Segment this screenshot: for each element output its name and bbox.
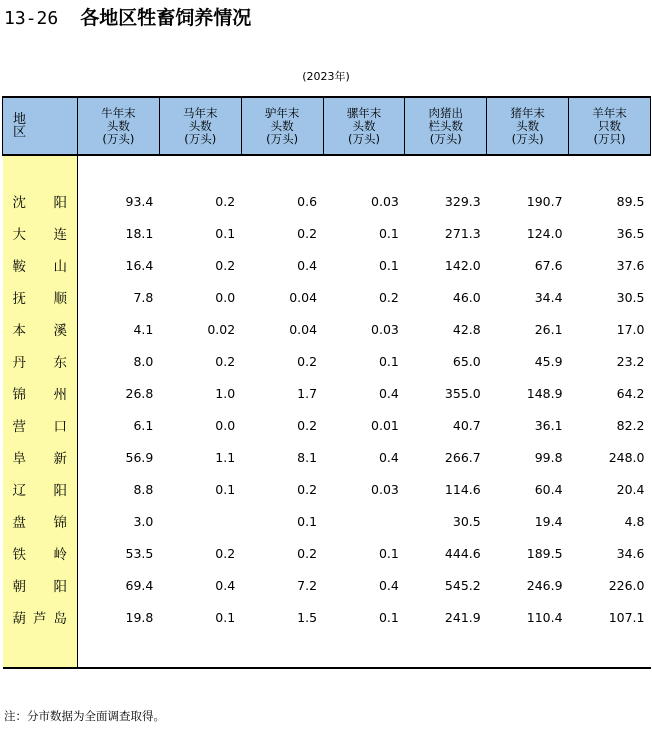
column-header — [323, 97, 405, 155]
value-cell: 64.2 — [616, 385, 645, 401]
value-cell: 69.4 — [125, 577, 154, 593]
value-cell — [159, 505, 241, 537]
value-cell: 4.8 — [624, 513, 645, 529]
year-label: (2023年) — [302, 70, 350, 83]
table-row — [3, 313, 651, 345]
table-row — [3, 441, 651, 473]
value-cell: 0.2 — [297, 353, 318, 369]
region-name-char: 沈 — [12, 195, 26, 211]
value-cell: 0.1 — [378, 225, 399, 241]
table-title — [4, 4, 251, 32]
column-header-text: (万头) — [102, 131, 135, 146]
header-row — [3, 97, 651, 155]
value-cell: 17.0 — [616, 321, 645, 337]
value-cell: 19.4 — [534, 513, 563, 529]
value-cell: 30.5 — [452, 513, 481, 529]
table-row — [3, 249, 651, 281]
value-cell: 545.2 — [444, 577, 481, 593]
value-cell: 110.4 — [526, 609, 563, 625]
column-header-text: 头数 — [188, 118, 212, 133]
column-header-text: 头数 — [516, 118, 540, 133]
value-cell: 53.5 — [125, 545, 154, 561]
value-cell: 8.8 — [133, 481, 154, 497]
region-name-char: 阜 — [12, 451, 26, 467]
column-header-text: 头数 — [352, 118, 376, 133]
value-cell: 8.1 — [297, 449, 318, 465]
value-cell: 7.8 — [133, 289, 154, 305]
region-name-char: 顺 — [53, 291, 67, 307]
region-name-char: 鞍 — [12, 259, 26, 275]
region-cell — [3, 313, 78, 345]
region-cell — [3, 345, 78, 377]
region-name-char: 锦 — [53, 515, 67, 531]
value-cell: 19.8 — [125, 609, 154, 625]
column-header-text: (万头) — [266, 131, 299, 146]
value-cell: 40.7 — [452, 417, 481, 433]
column-header — [241, 97, 323, 155]
value-cell: 124.0 — [526, 225, 563, 241]
value-cell: 0.1 — [378, 353, 399, 369]
region-cell — [3, 505, 78, 537]
value-cell: 18.1 — [125, 225, 154, 241]
value-cell: 26.1 — [534, 321, 563, 337]
value-cell: 0.04 — [289, 321, 318, 337]
value-cell: 0.2 — [378, 289, 399, 305]
table-row — [3, 505, 651, 537]
value-cell: 1.0 — [215, 385, 236, 401]
region-name-char: 溪 — [53, 323, 67, 339]
value-cell: 0.1 — [378, 545, 399, 561]
value-cell: 0.4 — [378, 577, 399, 593]
value-cell: 248.0 — [608, 449, 645, 465]
value-cell: 6.1 — [133, 417, 154, 433]
column-header-text: 地 区 — [13, 112, 84, 140]
column-header — [78, 97, 160, 155]
region-name-char: 阳 — [53, 579, 67, 595]
value-cell: 142.0 — [444, 257, 481, 273]
value-cell: 0.03 — [371, 481, 399, 497]
value-cell: 190.7 — [526, 193, 563, 209]
region-name-char: 东 — [53, 355, 67, 371]
region-name-char: 山 — [53, 259, 67, 275]
table-row — [3, 537, 651, 569]
value-cell: 0.02 — [207, 321, 236, 337]
region-cell — [3, 377, 78, 409]
column-header-text: 牛年末 — [101, 105, 136, 120]
column-header — [159, 97, 241, 155]
value-cell: 107.1 — [608, 609, 645, 625]
column-header-text: 栏头数 — [428, 118, 464, 133]
value-cell: 46.0 — [452, 289, 481, 305]
value-cell: 67.6 — [534, 257, 563, 273]
value-cell: 1.1 — [215, 449, 236, 465]
value-cell: 26.8 — [125, 385, 154, 401]
value-cell: 0.2 — [215, 545, 236, 561]
value-cell: 444.6 — [444, 545, 481, 561]
value-cell: 60.4 — [534, 481, 563, 497]
column-header-region — [3, 97, 84, 155]
column-header-text: (万头) — [429, 131, 462, 146]
value-cell: 0.0 — [215, 289, 236, 305]
table-number: 13-26 — [4, 8, 59, 29]
value-cell: 56.9 — [125, 449, 154, 465]
column-header-text: 马年末 — [183, 105, 218, 120]
region-cell — [3, 409, 78, 441]
table-row — [3, 217, 651, 249]
region-name-char: 辽 — [12, 483, 26, 499]
value-cell: 99.8 — [534, 449, 563, 465]
value-cell: 16.4 — [125, 257, 154, 273]
value-cell: 4.1 — [133, 321, 154, 337]
value-cell: 36.5 — [616, 225, 645, 241]
region-name-char: 锦 — [12, 387, 26, 403]
value-cell: 0.03 — [371, 321, 399, 337]
value-cell: 3.0 — [133, 513, 154, 529]
spacer-row — [3, 155, 651, 185]
table-row — [3, 409, 651, 441]
column-header-text: 猪年末 — [510, 105, 545, 120]
value-cell: 89.5 — [616, 193, 645, 209]
column-header — [405, 97, 487, 155]
value-cell: 20.4 — [616, 481, 645, 497]
region-cell — [3, 441, 78, 473]
column-header-text: (万头) — [511, 131, 544, 146]
region-name-char: 盘 — [12, 515, 26, 531]
value-cell: 0.01 — [371, 417, 399, 433]
region-name-char: 岭 — [53, 547, 67, 563]
value-cell: 148.9 — [526, 385, 563, 401]
region-name-char: 阳 — [53, 483, 67, 499]
region-name-char: 丹 — [12, 355, 26, 371]
region-cell — [3, 537, 78, 569]
region-cell — [3, 185, 78, 217]
value-cell: 34.4 — [534, 289, 563, 305]
footnote: 注：分市数据为全面调查取得。 — [4, 709, 165, 723]
value-cell: 0.1 — [215, 225, 236, 241]
region-name-char: 朝 — [12, 579, 26, 595]
value-cell: 36.1 — [534, 417, 563, 433]
table-title-text: 各地区牲畜饲养情况 — [80, 7, 252, 29]
value-cell: 0.1 — [215, 481, 236, 497]
region-cell — [3, 473, 78, 505]
region-cell — [3, 249, 78, 281]
value-cell: 241.9 — [444, 609, 481, 625]
value-cell: 0.2 — [215, 257, 236, 273]
spacer-row — [3, 633, 651, 668]
column-header-text: (万头) — [184, 131, 217, 146]
value-cell — [323, 505, 405, 537]
value-cell: 8.0 — [133, 353, 154, 369]
region-name-char: 抚 — [12, 291, 26, 307]
value-cell: 189.5 — [526, 545, 563, 561]
value-cell: 114.6 — [444, 481, 481, 497]
column-header-text: 头数 — [106, 118, 130, 133]
column-header-text: (万头) — [347, 131, 380, 146]
region-name-char: 营 — [12, 419, 26, 435]
value-cell: 226.0 — [608, 577, 645, 593]
value-cell: 0.2 — [215, 193, 236, 209]
region-cell — [3, 569, 78, 601]
region-name-char: 新 — [53, 451, 67, 467]
value-cell: 7.2 — [297, 577, 318, 593]
value-cell: 1.7 — [297, 385, 318, 401]
region-name-char: 芦 — [33, 611, 47, 627]
region-name-char: 大 — [12, 227, 26, 243]
value-cell: 0.0 — [215, 417, 236, 433]
value-cell: 0.2 — [297, 417, 318, 433]
value-cell: 0.1 — [297, 513, 318, 529]
table-body — [3, 155, 651, 668]
table-row — [3, 473, 651, 505]
value-cell: 82.2 — [616, 417, 645, 433]
livestock-table — [2, 96, 651, 669]
value-cell: 23.2 — [616, 353, 645, 369]
region-cell — [3, 281, 78, 313]
region-name-char: 本 — [12, 323, 26, 339]
value-cell: 0.4 — [215, 577, 236, 593]
value-cell: 34.6 — [616, 545, 645, 561]
value-cell: 246.9 — [526, 577, 563, 593]
value-cell: 0.1 — [378, 609, 399, 625]
value-cell: 271.3 — [444, 225, 481, 241]
column-header-text: 骡年末 — [346, 105, 382, 120]
region-name-char: 连 — [53, 227, 67, 243]
region-cell — [3, 217, 78, 249]
value-cell: 329.3 — [444, 193, 481, 209]
value-cell: 37.6 — [616, 257, 645, 273]
column-header-text: 羊年末 — [592, 105, 627, 120]
value-cell: 0.2 — [297, 225, 318, 241]
column-header-text: (万只) — [593, 131, 626, 146]
region-name-char: 州 — [53, 387, 67, 403]
value-cell: 0.1 — [215, 609, 236, 625]
column-header-text: 头数 — [270, 118, 294, 133]
value-cell: 0.2 — [297, 545, 318, 561]
region-name-char: 阳 — [53, 195, 67, 211]
value-cell: 65.0 — [452, 353, 481, 369]
table-row — [3, 281, 651, 313]
value-cell: 0.4 — [378, 449, 399, 465]
table-row — [3, 377, 651, 409]
column-header — [569, 97, 651, 155]
region-name-char: 岛 — [53, 611, 67, 627]
region-cell — [3, 601, 78, 633]
value-cell: 30.5 — [616, 289, 645, 305]
value-cell: 0.6 — [297, 193, 318, 209]
region-name-char: 葫 — [12, 611, 26, 627]
value-cell: 0.2 — [297, 481, 318, 497]
region-name-char: 口 — [53, 419, 67, 435]
table-row — [3, 601, 651, 633]
value-cell: 45.9 — [534, 353, 563, 369]
value-cell: 0.03 — [371, 193, 399, 209]
value-cell: 0.1 — [378, 257, 399, 273]
value-cell: 355.0 — [444, 385, 481, 401]
column-header-text: 驴年末 — [264, 105, 300, 120]
value-cell: 1.5 — [297, 609, 318, 625]
table-row — [3, 345, 651, 377]
value-cell: 266.7 — [444, 449, 481, 465]
value-cell: 0.2 — [215, 353, 236, 369]
column-header-text: 肉猪出 — [428, 105, 464, 120]
table-row — [3, 569, 651, 601]
column-header — [487, 97, 569, 155]
region-name-char: 铁 — [12, 547, 26, 563]
table-row — [3, 185, 651, 217]
column-header-text: 只数 — [598, 118, 622, 133]
value-cell: 93.4 — [125, 193, 154, 209]
value-cell: 0.04 — [289, 289, 318, 305]
value-cell: 0.4 — [297, 257, 318, 273]
value-cell: 0.4 — [378, 385, 399, 401]
value-cell: 42.8 — [452, 321, 481, 337]
